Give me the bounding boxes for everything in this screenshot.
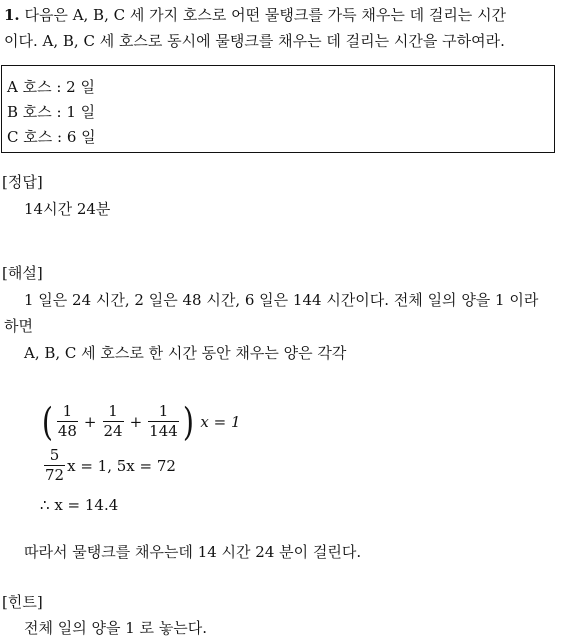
- problem-line-1: [4, 4, 506, 25]
- answer-heading: [정답]: [2, 173, 43, 191]
- explanation-line-3: A, B, C 세 호스로 한 시간 동안 채우는 양은 각각: [24, 344, 347, 362]
- explanation-line-1: 1 일은 24 시간, 2 일은 48 시간, 6 일은 144 시간이다. 전체 일의 양을 1 이라: [24, 291, 539, 309]
- hose-a: A 호스 : 2 일: [7, 78, 95, 96]
- hose-b: B 호스 : 1 일: [7, 103, 96, 121]
- fraction-1-144: $\frac{1}{144}$: [149, 402, 178, 440]
- fraction-1-48: $\frac{1}{48}$: [57, 402, 77, 440]
- fraction-5-72: $\frac{5}{72}$: [45, 446, 65, 484]
- hint-heading: [힌트]: [2, 593, 43, 611]
- equation-1-rhs: x = 1: [200, 412, 241, 431]
- left-paren: (: [41, 399, 53, 444]
- problem-text-2: 이다. A, B, C 세 호스로 동시에 물탱크를 채우는 데 걸리는 시간을 구하여라.: [4, 32, 505, 50]
- right-paren: ): [182, 399, 194, 444]
- equation-3: [40, 496, 118, 514]
- equation-2-rest: x = 1, 5x = 72: [67, 456, 176, 475]
- answer-text: 14시간 24분: [24, 200, 111, 218]
- fraction-1-24: $\frac{1}{24}$: [103, 402, 123, 440]
- conclusion-text: 따라서 물탱크를 채우는데 14 시간 24 분이 걸린다.: [24, 543, 362, 561]
- hose-c: C 호스 : 6 일: [7, 128, 96, 146]
- equation-2: [42, 446, 176, 485]
- therefore-symbol: ∴: [40, 496, 50, 514]
- hose-info-box: [1, 65, 555, 153]
- equation-3-rest: x = 14.4: [54, 496, 119, 514]
- problem-number: 1.: [4, 6, 20, 24]
- equation-1: ( $\frac{1}{48}$ + $\frac{1}{24}$ + $\frac{1}{144}$ ) x = 1: [41, 399, 241, 444]
- explanation-line-2: 하면: [4, 317, 33, 335]
- explanation-heading: [해설]: [2, 264, 43, 282]
- hint-text: 전체 일의 양을 1 로 놓는다.: [24, 619, 208, 637]
- problem-text-1: 다음은 A, B, C 세 가지 호스로 어떤 물탱크를 가득 채우는 데 걸리는 시간: [24, 6, 507, 24]
